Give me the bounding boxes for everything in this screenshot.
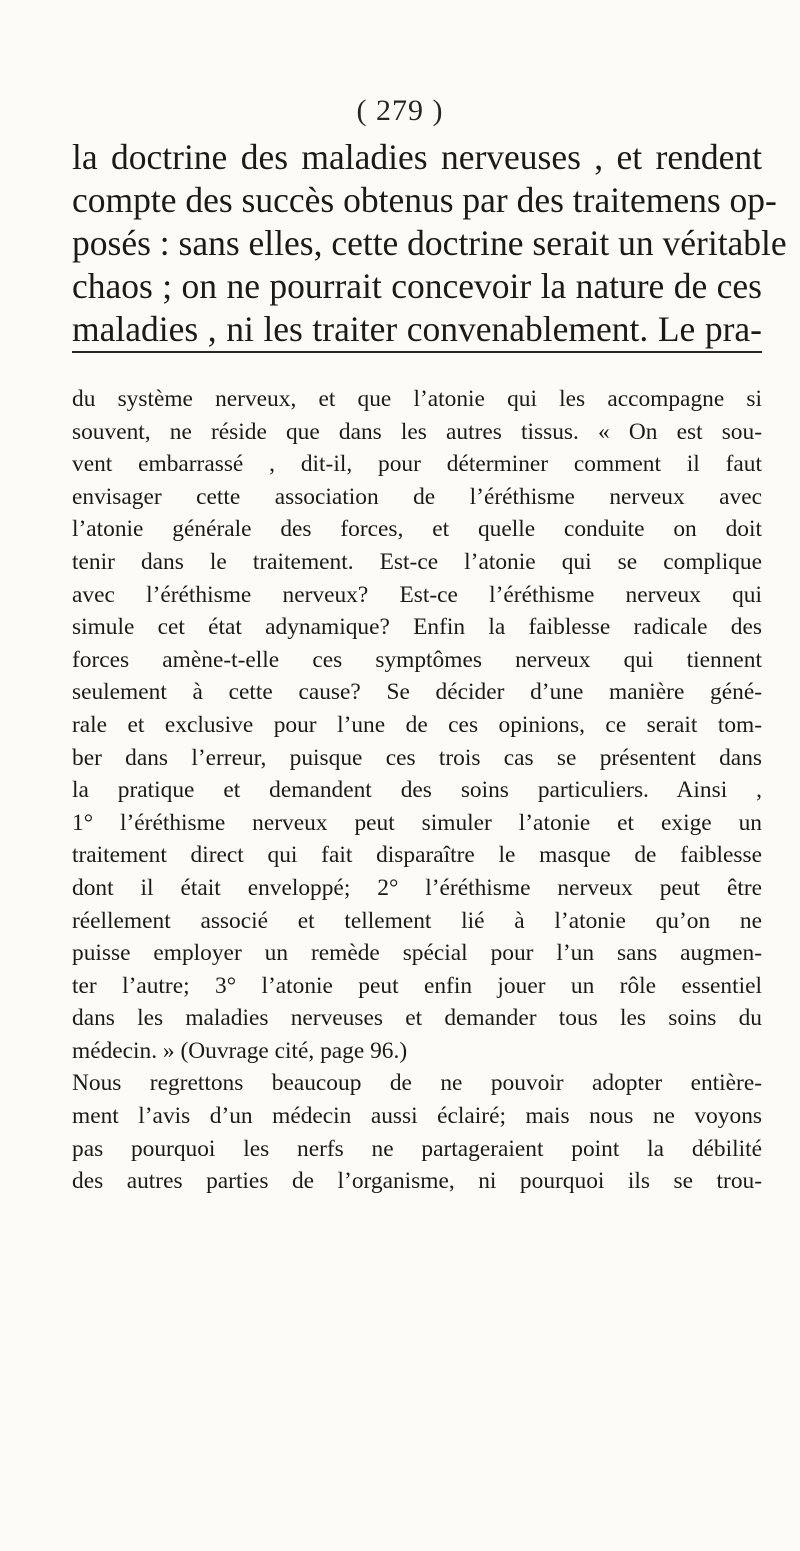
main-text-line: compte des succès obtenus par des traitemens op-	[72, 180, 777, 220]
footnote-line: envisager cette association de l’éréthisme nerveux avec	[72, 483, 762, 510]
footnote-line: seulement à cette cause? Se décider d’une manière géné-	[72, 679, 762, 706]
footnote-line: rale et exclusive pour l’une de ces opinions, ce serait tom-	[72, 711, 762, 738]
footnote-block	[72, 383, 762, 1198]
footnote-line: forces amène-t-elle ces symptômes nerveux qui tiennent	[72, 646, 762, 673]
footnote-line: Nous regrettons beaucoup de ne pouvoir adopter entière-	[72, 1070, 762, 1097]
main-text-block	[72, 136, 787, 351]
footnote-line: tenir dans le traitement. Est-ce l’atonie qui se complique	[72, 548, 762, 575]
footnote-line: l’atonie générale des forces, et quelle conduite on doit	[72, 516, 762, 543]
page-number: ( 279 )	[356, 94, 444, 127]
footnote-line: souvent, ne réside que dans les autres tissus. « On est sou-	[72, 418, 762, 445]
footnote-line: pas pourquoi les nerfs ne partageraient point la débilité	[72, 1135, 762, 1162]
main-text-line: la doctrine des maladies nerveuses , et rendent	[72, 137, 762, 177]
footnote-line: ment l’avis d’un médecin aussi éclairé; mais nous ne voyons	[72, 1103, 762, 1130]
main-text-line: maladies , ni les traiter convenablement. Le pra-	[72, 309, 762, 349]
footnote-line: réellement associé et tellement lié à l’atonie qu’on ne	[72, 907, 762, 934]
footnote-line: puisse employer un remède spécial pour l’un sans augmen-	[72, 940, 762, 967]
footnote-line: simule cet état adynamique? Enfin la faiblesse radicale des	[72, 614, 762, 641]
footnote-line: du système nerveux, et que l’atonie qui les accompagne si	[72, 386, 762, 412]
footnote-line: 1° l’éréthisme nerveux peut simuler l’atonie et exige un	[72, 809, 762, 836]
footnote-line: des autres parties de l’organisme, ni pourquoi ils se trou-	[72, 1168, 762, 1195]
footnote-line: médecin. » (Ouvrage cité, page 96.)	[72, 1037, 408, 1064]
footnote-line: ber dans l’erreur, puisque ces trois cas se présentent dans	[72, 744, 762, 771]
footnote-line: ter l’autre; 3° l’atonie peut enfin jouer un rôle essentiel	[72, 972, 762, 999]
footnote-line: avec l’éréthisme nerveux? Est-ce l’éréthisme nerveux qui	[72, 581, 762, 608]
footnote-line: dans les maladies nerveuses et demander tous les soins du	[72, 1005, 762, 1032]
footnote-line: vent embarrassé , dit-il, pour déterminer comment il faut	[72, 451, 762, 478]
footnote-separator-rule	[72, 351, 762, 353]
main-text-line: chaos ; on ne pourrait concevoir la nature de ces	[72, 266, 762, 306]
footnote-line: traitement direct qui fait disparaître le masque de faiblesse	[72, 842, 762, 869]
main-text-line: posés : sans elles, cette doctrine serait un véritable	[72, 223, 787, 263]
footnote-line: dont il était enveloppé; 2° l’éréthisme nerveux peut être	[72, 874, 762, 901]
footnote-line: la pratique et demandent des soins particuliers. Ainsi ,	[72, 777, 762, 804]
